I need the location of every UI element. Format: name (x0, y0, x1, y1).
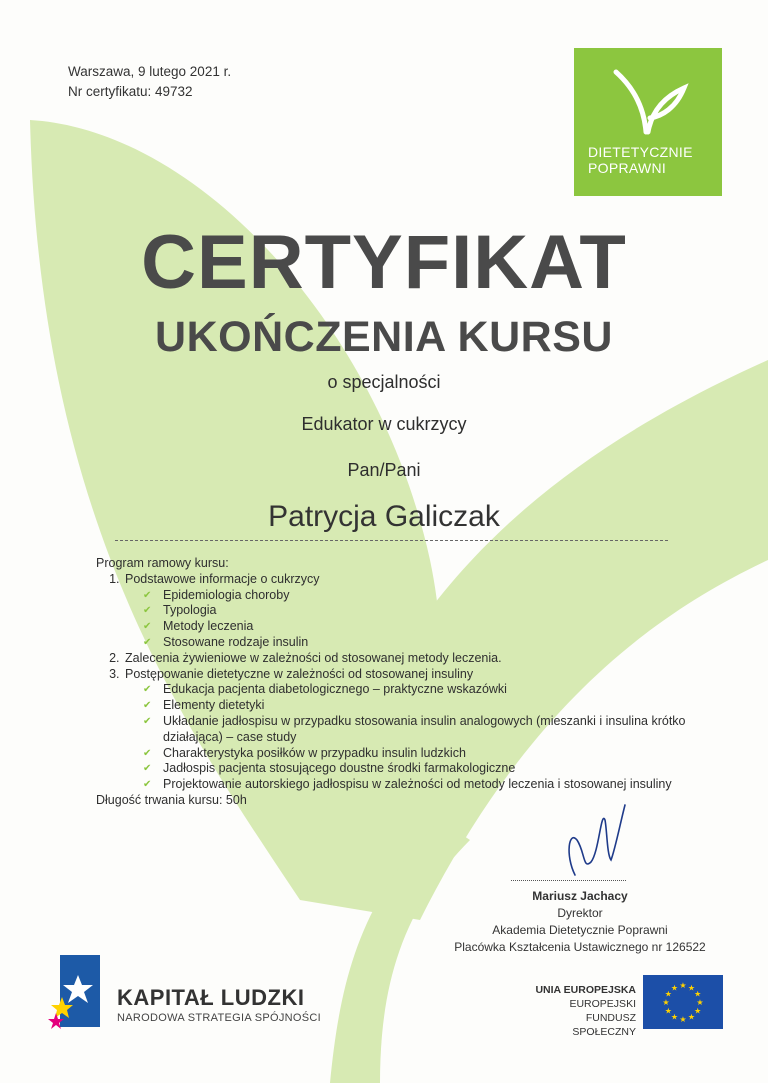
program-subitem: ✔ Układanie jadłospisu w przypadku stosowania insulin analogowych (mieszanki i insulina krótko działająca) – case study (143, 713, 686, 744)
signer-name: Mariusz Jachacy (532, 889, 628, 903)
dietetycznie-poprawni-logo (574, 48, 722, 196)
program-subitem: ✔ Charakterystyka posiłków w przypadku insulin ludzkich (143, 745, 466, 760)
signature-block (440, 888, 720, 956)
program-heading: Program ramowy kursu: (96, 556, 229, 570)
certificate-meta (68, 62, 231, 102)
eu-line-1: UNIA EUROPEJSKA (535, 984, 636, 996)
place-date: Warszawa, 9 lutego 2021 r. (68, 64, 232, 79)
program-subitem: ✔ Typologia (143, 603, 217, 618)
certificate-number: Nr certyfikatu: 49732 (68, 84, 193, 99)
salutation: Pan/Pani (347, 460, 421, 480)
logo-line-1: DIETETYCZNIE (588, 144, 693, 160)
eu-star: ★ (694, 1006, 702, 1016)
handwritten-signature (555, 800, 645, 885)
recipient-name: Patrycja Galiczak (268, 500, 500, 533)
specialty-label: o specjalności (327, 372, 441, 392)
eu-star: ★ (679, 981, 687, 990)
eu-star: ★ (696, 998, 704, 1007)
signer-organization: Akademia Dietetycznie Poprawni (492, 923, 668, 937)
signer-facility: Placówka Kształcenia Ustawicznego nr 126522 (454, 940, 706, 954)
program-subitems (125, 682, 686, 793)
eu-star: ★ (687, 983, 696, 993)
chevron-icon: ✔ (143, 621, 152, 633)
program-subitem: ✔ Stosowane rodzaje insulin (143, 634, 309, 649)
eu-star: ★ (679, 1015, 687, 1024)
program-subitem: ✔ Epidemiologia choroby (143, 587, 290, 602)
course-program (96, 556, 686, 809)
chevron-icon: ✔ (143, 763, 152, 775)
program-list (96, 572, 686, 793)
program-subitem: ✔ Elementy dietetyki (143, 698, 265, 713)
program-item: 3. Postępowanie dietetyczne w zależności od stosowanej insuliny ✔ Edukacja pacjenta diabetologicznego – praktyczne wskazówki ✔ Elementy dietetyki ✔ Układanie jadłospisu w przypadku stosowania insulin analogowych (mieszanki i insulina krótko działająca) – case study ✔ Charakterystyka posiłków w przypadku insulin ludzkich ✔ Jadłospis pacjenta stosującego doustne środki farmakologiczne ✔ Projektowanie autorskiego jadłospisu w zależności od metody leczenia i stosowanej insuliny (123, 667, 686, 793)
eu-star: ★ (670, 983, 679, 993)
eu-star: ★ (664, 989, 672, 999)
certificate-title: CERTYFIKAT (141, 220, 627, 305)
course-duration: Długość trwania kursu: 50h (96, 792, 247, 807)
name-divider (115, 540, 668, 541)
eu-stars-icon (643, 975, 723, 1029)
chevron-icon: ✔ (143, 589, 152, 601)
program-subitem: ✔ Metody leczenia (143, 619, 254, 634)
signer-role: Dyrektor (557, 906, 603, 920)
eu-star: ★ (694, 989, 702, 999)
chevron-icon: ✔ (143, 684, 152, 696)
eu-star: ★ (670, 1012, 679, 1022)
chevron-icon: ✔ (143, 605, 152, 617)
eu-star: ★ (662, 998, 670, 1007)
program-subitems (125, 588, 686, 651)
specialty-name: Edukator w cukrzycy (301, 414, 467, 434)
logo-text (588, 144, 718, 176)
program-subitem: ✔ Edukacja pacjenta diabetologicznego – praktyczne wskazówki (143, 682, 507, 697)
eu-label (520, 983, 636, 1039)
kapital-ludzki-title: KAPITAŁ LUDZKI (117, 985, 305, 1010)
chevron-icon: ✔ (143, 715, 152, 727)
kapital-ludzki-logo-icon (48, 955, 110, 1035)
sprout-icon (574, 48, 722, 148)
logo-line-2: POPRAWNI (588, 160, 667, 176)
signature-line (511, 880, 626, 881)
certificate-subtitle: UKOŃCZENIA KURSU (155, 313, 613, 361)
eu-flag (643, 975, 723, 1029)
chevron-icon: ✔ (143, 636, 152, 648)
chevron-icon: ✔ (143, 700, 152, 712)
eu-line-2: EUROPEJSKI (569, 998, 636, 1010)
kapital-ludzki-subtitle: NARODOWA STRATEGIA SPÓJNOŚCI (117, 1012, 321, 1024)
chevron-icon: ✔ (143, 747, 152, 759)
eu-line-3: FUNDUSZ SPOŁECZNY (572, 1012, 636, 1038)
eu-star: ★ (687, 1012, 696, 1022)
program-item: 1. Podstawowe informacje o cukrzycy ✔ Epidemiologia choroby ✔ Typologia ✔ Metody leczenia ✔ Stosowane rodzaje insulin (123, 572, 686, 651)
program-item: 2. Zalecenia żywieniowe w zależności od stosowanej metody leczenia. (123, 651, 686, 667)
program-subitem: ✔ Projektowanie autorskiego jadłospisu w zależności od metody leczenia i stosowanej insuliny (143, 777, 672, 792)
chevron-icon: ✔ (143, 779, 152, 791)
eu-star: ★ (664, 1006, 672, 1016)
program-subitem: ✔ Jadłospis pacjenta stosującego doustne środki farmakologiczne (143, 761, 516, 776)
